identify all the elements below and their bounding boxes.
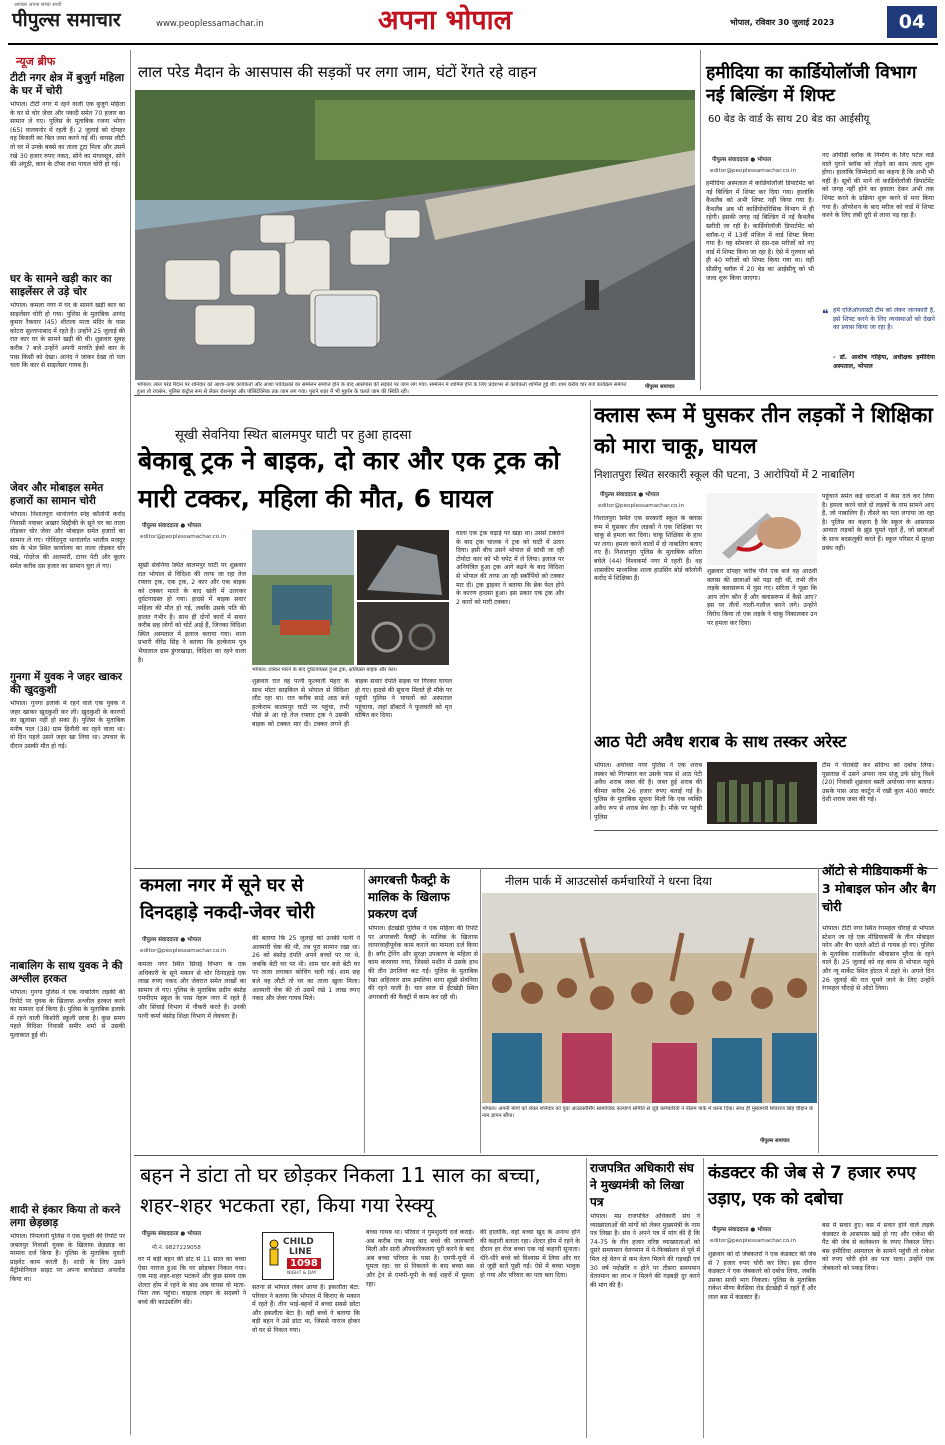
knife-subhead: निशातपुरा स्थित सरकारी स्कूल की घटना, 3 आरोपियों में 2 नाबालिग [594, 469, 855, 481]
section-rule [134, 1155, 938, 1156]
brief-headline: घर के सामने खड़ी कार का साइलेंसर ले उड़े चोर [10, 273, 112, 298]
hamidia-subhead: 60 बेड के वार्ड के साथ 20 बेड का आईसीयू [708, 114, 870, 125]
childline-figure-icon [267, 1239, 281, 1275]
section-rule [134, 395, 938, 396]
knife-hand-image [707, 493, 817, 565]
childline-logo [262, 1232, 334, 1280]
brief-item [10, 482, 125, 661]
knife-col1: निशातपुरा स्थित एक सरकारी स्कूल के क्लास रूम में घुसकर तीन लड़कों ने एक शिक्षिका पर चाकू से हमला कर दिया। चाकू शिक्षिका के हाथ पर लगा। हमला करने वालों में दो नाबालिग बताए गए हैं। निशातपुरा पुलिस के मुताबिक सरिता बघेले (44) विश्वकर्मा नगर में रहती हैं। वह शासकीय माध्यमिक शाला हाउसिंग बोर्ड कॉलोनी करोंद में शिक्षिका हैं। [594, 515, 702, 583]
brief-text: भोपाल। टीटी नगर में रहने वाली एक बुजुर्ग महिला के घर से चोर जेवर और नकदी समेत 70 हजार का सामान ले गए। पुलिस के मुताबिक रजना भोगर (65) वालयनोर में रहती हैं। 2 जुलाई को दोपहर वह बिजली का बिल जमा करने गई थीं। वापस लौटी तो घर में उनके बक्से का ताला टूटा मिला और उसमें रखे 30 हजार रुपए नकद, सोने का मंगलसूत्र, सोने की अंगूठी, कान के टॉप्स तथा पायल चोरी हो गई। [10, 101, 125, 169]
conductor-col1: शुक्रवार को दो जेबकतरों ने एक कंडक्टर की जेब से 7 हजार रुपए चोरी कर लिए। इस दौरान कंडक्टर ने एक जेबकतरे को दबोच लिया, जबकि उसका साथी भाग निकला। पुलिस के मुताबिक राकेश मीणा बैरसिया रोड ईंटखेड़ी में रहते हैं और लाल बस में कंडक्टर हैं। [708, 1251, 816, 1301]
column-divider [480, 868, 481, 1153]
brief-headline: जेवर और मोबाइल समेत हजारों का सामान चोरी [10, 482, 104, 507]
brief-text: भोपाल। गुनगा पुलिस ने एक नाबालिग लड़की की रिपोर्ट पर युवक के खिलाफ अश्लील हरकत करने का मामला दर्ज किया है। पुलिस के मुताबिक इलाके में रहने वाली किशोरी स्कूली छात्रा है। कुछ समय पहले विदिशा निवासी समीर शर्मा से उसकी मुलाकात हुई थी। [10, 989, 125, 1039]
childline-logo-num: 1098 [287, 1258, 321, 1269]
childline-logo-top: CHILD [283, 1237, 314, 1247]
child-col4: की हालांकि, वहां बच्चा खुद के अनाथ होने की कहानी बताता रहा। शेल्टर होम में रहने के दौरान हर रोज बच्चा एक नई कहानी सुनाता। धीरे-धीरे बच्चे को विश्वास में लिया और घर से जुड़ी बातें पूछी गईं। ऐसे में बच्चा भावुक हो गया और परिवार का पता बता दिया। [480, 1229, 580, 1279]
brief-headline: टीटी नगर क्षेत्र में बुजुर्ग महिला के घर में चोरी [10, 72, 125, 97]
masthead-url: www.peoplessamachar.in [156, 19, 264, 29]
protest-crowd-image [482, 893, 817, 1103]
neelam-headline: नीलम पार्क में आउटसोर्स कर्मचारियों ने धरना दिया [505, 874, 712, 888]
brief-text: भोपाल। गुनगा इलाके में रहने वाले एक युवक ने जहर खाकर खुदकुशी कर ली। खुदकुशी के कारणों का खुलासा नहीं हो सका है। पुलिस के मुताबिक मनीष पाल (38) ग्राम हिनौती का रहने वाला था। वो दिन पहले उसने जहर खा लिया था। उपचार के दौरान उसकी मौत हो गई। [10, 700, 125, 750]
brief-headline: गुनगा में युवक ने जहर खाकर की खुदकुशी [10, 671, 123, 696]
hamidia-quote: हमें एजिओप्लास्टी टीम को लेकर जानकारी है, इसे शिफ्ट करने के लिए व्यवस्थाओं को देखने का प्रयास किया जा रहा है। [833, 307, 935, 332]
neelam-caption: भोपाल। अपनी मांगों को लेकर शनिवार को युवा आउटसोर्सिंग सामाजिक कल्याण समिति से जुड़े कर्मचारियों ने नीलम पार्क में धरना दिया। साथ ही मुख्यमंत्री शिवराज सिंह चौहान के नाम ज्ञापन सौंपा। [482, 1106, 814, 1119]
kamla-byline: पीपुल्स संवाददाता ● भोपाल [142, 937, 202, 943]
top-story-caption: भोपाल। लाल परेड मैदान पर शनिवार को आशा-ऊषा कार्यकर्ता और आशा पर्यवेक्षकों का सम्मेलन समाप्त होने के बाद आसपास की सड़कों पर जाम लग गया। सम्मेलन में शामिल होने के लिए प्रदेशभर से कार्यकर्ता शामिल हुई थीं। शाम करीब चार बजे कार्यक्रम समाप्त हुआ तो रायसेन, पुलिस कंट्रोल रूम से लेकर रोशनपुरा और पॉलिटेक्निक तक जाम लग गया। पुराने शहर में भी मुहर्रम के चलते जाम की स्थिति रही। [137, 382, 627, 395]
conductor-email: editor@peoplessamachar.co.in [710, 1238, 797, 1244]
brief-text: भोपाल। कमला नगर में घर के सामने खड़ी कार का साइलेंसर चोरी हो गया। पुलिस के मुताबिक आनंद कुमार रैकवार (45) शीतला माता मंदिर के पास कोटरा सुल्तानाबाद में रहते हैं। उन्होंने 25 जुलाई की रात कार घर के सामने खड़ी की थी। शुक्रवार सुबह करीब 7 बजे उन्होंने अपनी मारुति ईको कार के पास किसी को देखा। आनंद ने जाकर देखा तो पता चला कि कार से साइलेंसर गायब है। [10, 302, 125, 370]
knife-col3: पहुंचाने समेत कई धाराओं में केस दर्ज कर लिया है। हमला करने वाले दो लड़कों के नाम सामने आए हैं, जो नाबालिग हैं। तीसरे का पता लगाया जा रहा है। पुलिस का कहना है कि स्कूल के आसपास आवारा लड़कों के झुंड घूमते रहते हैं, जो छात्राओं के साथ बदसलूकी करते हैं। स्कूल परिसर में सुरक्षा प्रबंध नहीं। [822, 493, 934, 552]
kamla-email: editor@peoplessamachar.co.in [140, 948, 227, 954]
masthead [0, 0, 945, 46]
column-divider [590, 400, 591, 820]
masthead-rule [8, 43, 938, 45]
liquor-col1: भोपाल। अयोध्या नगर पुलिस ने एक शराब तस्कर को गिरफ्तार कर उसके पास से आठ पेटी अवैध शराब जब्त की है। जब्त हुई शराब की कीमत करीब 26 हजार रुपए बताई गई है। पुलिस के मुताबिक सूचना मिली कि एक व्यक्ति अवैध रूप से शराब बेच रहा है। मौके पर पहुंची पुलिस [594, 762, 702, 821]
conductor-headline: कंडक्टर की जेब से 7 हजार रुपए उड़ाए, एक को दबोचा [708, 1163, 916, 1209]
neelam-credit: पीपुल्स समाचार [760, 1138, 790, 1144]
truck-kicker: सूखी सेवनिया स्थित बालमपुर घाटी पर हुआ हादसा [175, 428, 412, 443]
brief-headline: नाबालिग के साथ युवक ने की अश्लील हरकत [10, 960, 123, 985]
conductor-col2: बस में सवार हुए। बस में सवार होने वाले लड़के कंडक्टर के आसपास खड़े हो गए और राकेश की पैंट की जेब से कलेक्शन के रुपए निकाल लिए। बस हमीदिया अस्पताल के सामने पहुंची तो राकेश को रुपए चोरी होने का पता चला। उन्होंने एक जेबकतरे को पकड़ लिया। [822, 1222, 934, 1272]
liquor-headline: आठ पेटी अवैध शराब के साथ तस्कर अरेस्ट [594, 732, 847, 751]
childline-logo-mid: LINE [289, 1247, 312, 1257]
damaged-bike-image [357, 602, 449, 665]
child-col1: घर में बड़ी बहन की डांट से 11 साल का बच्चा ऐसा नाराज हुआ कि घर छोड़कर निकल गया। एक माह शहर-शहर भटकने और कुछ समय एक शेल्टर होम में रहने के बाद अब वापस वो माता-पिता तक पहुंचा। चाइल्ड लाइन के सदस्यों ने बच्चे की काउंसलिंग की। [138, 1256, 246, 1306]
hamidia-quote-by: - डॉ. आशीष गोहिया, अधीक्षक हमीदिया अस्पताल, भोपाल [833, 354, 935, 370]
truck-headline: बेकाबू ट्रक ने बाइक, दो कार और एक ट्रक को मारी टक्कर, महिला की मौत, 6 घायल [138, 446, 560, 513]
news-brief-column [10, 50, 125, 1435]
brief-item [10, 72, 125, 261]
knife-headline: क्लास रूम में घुसकर तीन लड़कों ने शिक्षिका को मारा चाकू, घायल [594, 403, 933, 458]
brief-item [10, 1204, 125, 1408]
knife-illustration [707, 493, 817, 565]
factory-text: भोपाल। ईंटखेड़ी पुलिस ने एक महिला की रिपोर्ट पर अगरबत्ती फैक्ट्री के मालिक के खिलाफ लापरवाहीपूर्वक काम कराने का मामला दर्ज किया है। बगैर ट्रेनिंग और सुरक्षा उपकरण के महिला से काम करवाया गया, जिससे मशीन में उसके हाथ की तीन उंगलियां कट गईं। पुलिस के मुताबिक रेखा अहिरवार ग्राम इमलिया थाना सूखी सेवनिया की रहने वाली है। चार साल से ईंटखेड़ी स्थित अगरबत्ती की फैक्ट्री में काम कर रही थी। [368, 925, 478, 1001]
traffic-jam-illustration [135, 90, 695, 380]
protest-photo [482, 893, 817, 1103]
kamla-col1: कमला नगर स्थित सिंधई विभाग के एक अधिकारी के सूने मकान से चोर दिनदहाड़े एक लाख रुपए नकद और जेवरात समेत लाखों का सामान ले गए। पुलिस के मुताबिक प्रदीप बंसोड़ एमपीएम स्कूल के पास नेहरू नगर में रहते हैं और सिंचाई विभाग में नौकरी करते हैं। उनकी पत्नी कर्मा बंसोड़ शिक्षा विभाग में लेक्चरर हैं। [138, 961, 246, 1020]
page-number-text: 04 [898, 11, 926, 33]
photo-credit: पीपुल्स समाचार [645, 384, 675, 390]
news-brief-label: न्यूज ब्रीफ [16, 55, 56, 68]
masthead-logo: पीपुल्स समाचार [12, 9, 121, 31]
pmletter-headline: राजपत्रित अधिकारी संघ ने मुख्यमंत्री को लिखा पत्र [590, 1161, 694, 1209]
masthead-tagline: आपका अपना सच्चा साथी [14, 2, 62, 8]
knife-email: editor@peoplessamachar.co.in [598, 503, 685, 509]
column-divider [130, 50, 131, 1435]
truck-photo-3 [357, 602, 449, 665]
truck-email: editor@peoplessamachar.co.in [140, 534, 227, 540]
kamla-headline: कमला नगर में सूने घर से दिनदहाड़े नकदी-जेवर चोरी [140, 875, 315, 923]
brief-item [10, 671, 125, 950]
hamidia-email: editor@peoplessamachar.co.in [710, 168, 797, 174]
wrecked-car-image [357, 530, 449, 600]
brief-item [10, 273, 125, 472]
brief-text: भोपाल। निशातपुरा थानांतर्गत स्नेह कॉलोनी करोंद निवासी नवाबर अख्तर सिद्दीकी के सूने घर का ताला तोड़कर चोर जेवर और मोबाइल समेत हजारों का सामान ले गए। गोविंदपुरा थानांतर्गत भरतीय मजदूर संघ के भेल स्थित कार्यालय का ताला तोड़कर चोर पंखे, गोदरेज की अलमारी, टायर पेटी और कूलर समेत करीब दस हजार का सामान चुरा ले गए। [10, 511, 125, 570]
column-divider [586, 1158, 587, 1438]
column-divider [700, 50, 701, 390]
brief-text: भोपाल। पिपलानी पुलिस ने एक युवती की रिपोर्ट पर जबलपुर निवासी युवक के खिलाफ छेड़छाड़ का मामला दर्ज किया है। पुलिस के मुताबिक युवती प्राइवेट काम करती है। शादी के लिए उसने मैट्रीमोनियल साइट पर अपना बायोडाटा अपलोड किया था। [10, 1233, 125, 1283]
section-title: अपना भोपाल [378, 5, 512, 36]
traffic-jam-photo [135, 90, 695, 380]
dateline: भोपाल, रविवार 30 जुलाई 2023 [730, 18, 835, 27]
child-phone: मो.नं. 9827229058 [152, 1245, 201, 1251]
liquor-photo [707, 762, 817, 824]
knife-byline: पीपुल्स संवाददाता ● भोपाल [600, 492, 660, 498]
child-col3: बच्चा गायब था। परिवार ने गुमशुदगी दर्ज कराई। अब करीब एक माह बाद बच्चे की जानकारी मिली और सारी औपचारिकताएं पूरी करने के बाद अब बच्चा परिवार के पास है। एमपी-यूपी में घूमता रहा: घर से निकलने के बाद बच्चा बस और ट्रेन से एमपी-यूपी के कई शहरों में घूमता रहा। [366, 1229, 474, 1288]
knife-col2: शुक्रवार दोपहर करीब पौने एक बजे वह आठवीं क्लास की छात्राओं को पढ़ा रही थीं, तभी तीन लड़के क्लासरूम में घुस गए। सरिता ने पूछा कि आप लोग कौन हैं और क्लासरूम में कैसे आए? इस पर तीनों गाली-गलौज करने लगे। उन्होंने विरोध किया तो एक लड़के ने चाकू निकालकर उन पर हमला कर दिया। [707, 568, 817, 627]
brief-headline: शादी से इंकार किया तो करने लगा छेड़छाड़ [10, 1204, 121, 1229]
child-byline: पीपुल्स संवाददाता ● भोपाल [142, 1231, 202, 1237]
child-col2: सतना से भोपाल लेकर आया है। इकलौता बेटा: परिवार ने बताया कि भोपाल में किराए के मकान में रहते हैं। तीन भाई-बहनों में बच्चा सबसे छोटा और इकलौता बेटा है। वहीं बच्चे ने बताया कि बड़ी बहन ने उसे डांटा था, जिससे नाराज होकर वो घर से निकल गया। [252, 1284, 360, 1334]
conductor-byline: पीपुल्स संवाददाता ● भोपाल [712, 1227, 772, 1233]
hamidia-headline: हमीदिया का कार्डियोलॉजी विभाग नई बिल्डिंग में शिफ्ट [706, 63, 917, 106]
truck-col2: शुक्रवार रात वह पत्नी फूलवती मेहरा के साथ मोटर साइकिल से भोपाल से विदिशा लौट रहा था। रात करीब साढ़े आठ बजे हल्केराम बालमपुर घाटी पर पहुंचा, तभी पीछे से आ रहे तेज रफ्तार ट्रक ने उसकी बाइक को टक्कर मार दी। टक्कर लगने ही बाइक सवार दंपति सड़क पर गिरकर घायल हो गए। हादसे की सूचना मिलते ही मौके पर पहुंची पुलिस ने घायलों को अस्पताल पहुंचाया, जहां डॉक्टरों ने फूलवती को मृत घोषित कर दिया। [252, 678, 452, 728]
hamidia-col1: हमीदिया अस्पताल में कार्डियोलॉजी डिपार्टमेंट को नई बिल्डिंग में शिफ्ट कर दिया गया। हालांकि कैथलैब को अभी शिफ्ट नहीं किया गया है। कैथलैब अब भी कार्डियोथोरेसिक विभाग में ही रहेगी। इसकी जगह नई बिल्डिंग में नई कैथलैब खरीदी जा रही है। कार्डियोलॉजी डिपार्टमेंट को ब्लॉक-ए में 13वीं मंजिल में वार्ड शिफ्ट किया गया है। यह सोमवार से दस-दस मरीजों को नए वार्ड में शिफ्ट किया जा रहा है। ऐसे में गुरुवार को ही 40 मरीजों को शिफ्ट किया गया था। वहीं सीसीयू ब्लॉक में 20 बेड का आईसीयू को भी जल्द शुरू किया जाएगा। [706, 180, 814, 282]
kamla-col2: की बताया कि 25 जुलाई को उनकी पत्नी ने अलमारी चेक की थी, तब पूरा सामान रखा था। 26 को बंसोड़ दंपति अपने बच्चों पर पर थे, जबकि बेटी घर पर थी। शाम चार बजे बेटी घर पर ताला लगाकर कोचिंग चली गई। शाम छह बजे वह लौटी तो घर का ताला खुला मिला। अलमारी चेक की तो उसमें रखे 1 लाख रुपए नकद और जेवर गायब मिले। [252, 935, 360, 1003]
auto-headline: ऑटो से मीडियाकर्मी के 3 मोबाइल फोन और बैग चोरी [822, 863, 936, 914]
truck-byline: पीपुल्स संवाददाता ● भोपाल [142, 523, 202, 529]
truck-col1: सूखी सेवनिया स्थित बालमपुर घाटी पर शुक्रवार रात भोपाल से विदिशा की तरफ जा रहा तेज रफ्तार ट्रक, एक ट्रक, 2 कार और एक बाइक को टक्कर मारते के बाद खंती में उतरकर दुर्घटनाग्रस्त हो गया। हादसे में बाइक सवार महिला की मौत हो गई, जबकि उसके पति की हालत गंभीर है। साथ ही दोनों कारों में सवार करीब छह लोगों को चोटें आई हैं, जिनका विदिशा स्थित अस्पताल में इलाज कराया गया। थाना प्रभारी वीरेंद्र सिंह ने बताया कि हल्केराम पुत्र भैयालाल ग्राम डुंगरखाड़ा, विदिशा का रहने वाला है। [138, 562, 246, 664]
liquor-col2: टीम ने घेराबंदी कर संदिग्ध को दबोच लिया। पूछताछ में उसने अपना नाम संजू उर्फ सोनू विश्वे (20) निवासी शुक्रवार बस्ती अयोध्या नगर बताया। उसके पास आठ कार्टून में रखी कुल 400 क्वार्टर देशी शराब जब्त की गई। [822, 762, 934, 804]
factory-headline: अगरबत्ती फैक्ट्री के मालिक के खिलाफ प्रकरण दर्ज [368, 873, 450, 921]
column-divider [703, 1158, 704, 1438]
truck-col3: वाला एक ट्रक चढ़ाई पर खड़ा था। उससे टकराने के बाद ट्रक चालक ने ट्रक को घाटी में उतार दिया। इसी बीच उसने भोपाल से सांची जा रही टोयोटा कार को भी चपेट में ले लिया। इलाज पर अनियंत्रित हुआ ट्रक आगे बढ़ने के बाद विदिशा से भोपाल की तरफ आ रही स्कॉर्पियो को टक्कर मार दी। ट्रक ड्राइवर ने बताया कि ब्रेक फेल होने के कारण हादसा हुआ। इस प्रकार एक ट्रक और 2 कारों को मारी टक्कर। [456, 530, 564, 606]
hamidia-byline: पीपुल्स संवाददाता ● भोपाल [712, 157, 772, 163]
column-divider [364, 868, 365, 1153]
child-headline: बहन ने डांटा तो घर छोड़कर निकला 11 साल का बच्चा, शहर-शहर भटकता रहा, किया गया रेस्क्यू [140, 1163, 541, 1217]
liquor-bottles-image [707, 762, 817, 824]
column-divider [818, 868, 819, 1153]
truck-photo-2 [357, 530, 449, 600]
auto-text: भोपाल। टीटी नगर स्थित रंगमहल चौराहे से भोपाल स्टेशन जा रहे एक मीडियाकर्मी के तीन मोबाइल फोन और बैग चलते ऑटो से गायब हो गए। पुलिस के मुताबिक राजकिशोर श्रीवास्तव मुरैना के रहने वाले हैं। 25 जुलाई को वह काम से भोपाल पहुंचे और न्यू मार्केट स्थित होटल में ठहरे थे। अगले दिन 26 जुलाई की रात घूमने जाने के लिए उन्होंने रंगमहल चौराहे से ऑटो लिया। [822, 925, 934, 993]
truck-field-image [252, 530, 354, 665]
pmletter-text: भोपाल। मप्र राजपत्रित अधिकारी संघ ने व्याख्याताओं की मांगों को लेकर मुख्यमंत्री के नाम पत्र लिखा है। संघ ने अपने पत्र में मांग की है कि 74-75 के तीन हजार वरिष्ठ व्याख्याताओं को दूसरे समयमान वेतनमान में पे-फिक्सेशन से पूर्व में मिल रहे वेतन से कम वेतन मिलने की गड़बड़ी एवं 30 वर्ष पदोन्नति न होने पर तीसरा समयमान वेतनमान का लाभ न मिलने की गड़बड़ी दूर करने की मांग की है। [590, 1213, 700, 1289]
quote-icon: ❝ [822, 307, 829, 321]
hamidia-col2: नए ओपीडी ब्लॉक के निर्माण के लिए पटेल वार्ड वाले पुराने ब्लॉक को तोड़ने का काम जल्द शुरू होगा। हालांकि जिम्मेदारों का कहना है कि अभी भी वहीं है। सूत्रों की मानें तो कार्डियोलॉजी डिपार्टमेंट को जगह नहीं होने का हवाला देकर अभी तक शिफ्ट करने के प्रक्रिया शुरू करने से मना किया गया है। ऑपरेशन के बाद मरीज को वार्ड में शिफ्ट करने के लिए लंबी दूरी से लाना पड़ रहा है। [822, 152, 934, 220]
child-figure-svg [267, 1239, 281, 1275]
truck-photo-1 [252, 530, 354, 665]
top-story-headline: लाल परेड मैदान के आसपास की सड़कों पर लगा जाम, घंटों रेंगते रहे वाहन [138, 63, 537, 81]
page-number [887, 6, 937, 38]
childline-logo-sub: NIGHT & DAY [287, 1271, 317, 1276]
truck-caption: भोपाल। टक्कर मारने के बाद दुर्घटनाग्रस्त हुआ ट्रक, क्षतिग्रस्त बाइक और कार। [252, 667, 398, 673]
brief-item [10, 960, 125, 1194]
